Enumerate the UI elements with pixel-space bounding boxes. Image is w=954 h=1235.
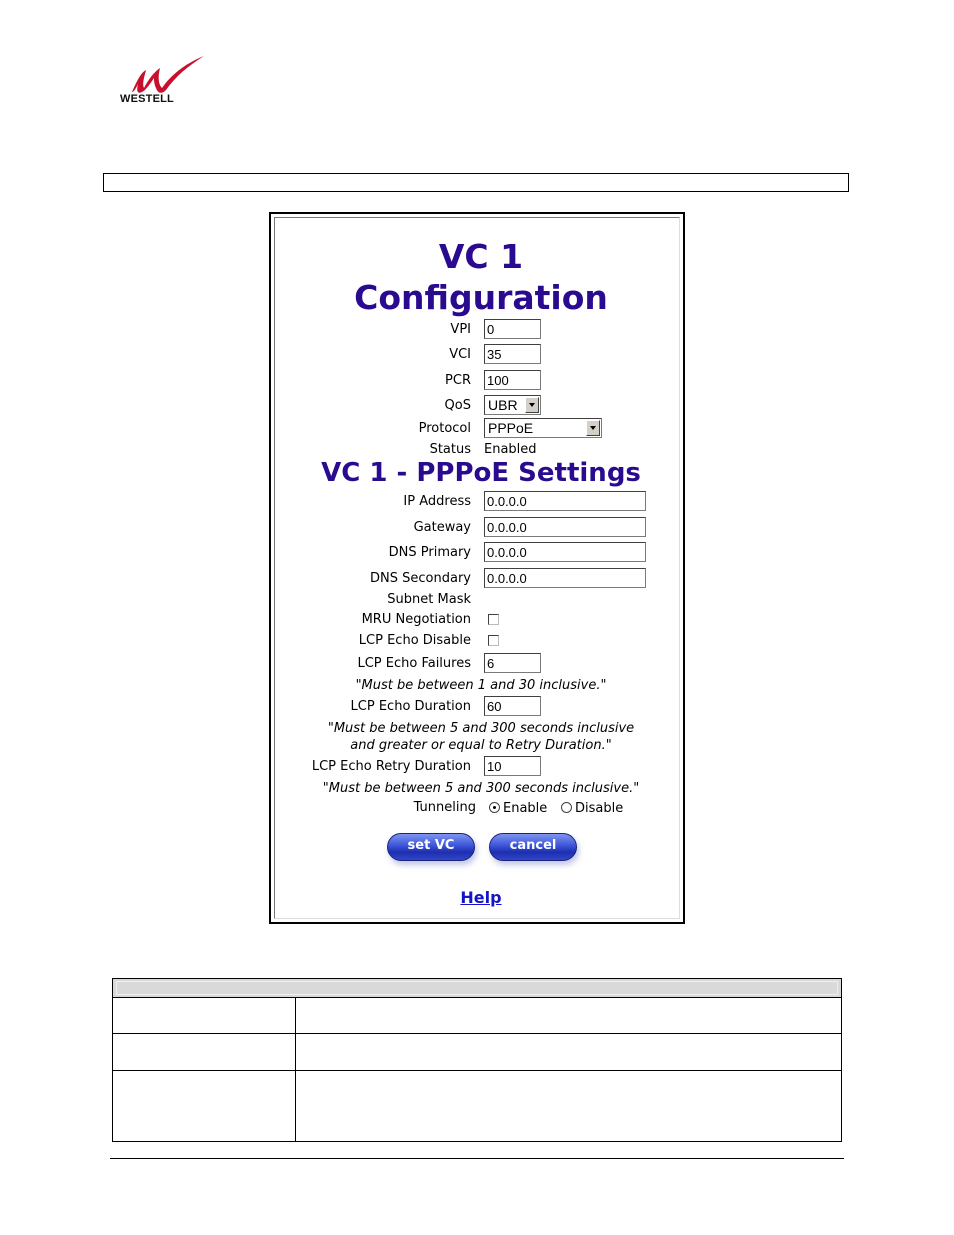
table-row-divider [113,1070,841,1071]
gateway-input[interactable] [484,517,646,537]
chevron-down-icon[interactable] [586,420,600,436]
lcp-echo-retry-duration-label: LCP Echo Retry Duration [311,759,471,774]
lcp-echo-duration-label: LCP Echo Duration [350,699,471,714]
protocol-select[interactable] [484,418,602,438]
westell-wordmark: WESTELL [120,93,174,105]
qos-selected-value: UBR [488,397,518,413]
tunneling-enable-label: Enable [503,801,548,816]
protocol-label: Protocol [418,421,471,436]
lcp-echo-disable-label: LCP Echo Disable [358,633,471,648]
qos-label: QoS [444,398,471,413]
lcp-echo-retry-duration-input[interactable] [484,756,541,776]
pcr-input[interactable] [484,370,541,390]
tunneling-enable-radio[interactable] [489,802,500,813]
subnet-mask-label: Subnet Mask [387,592,471,607]
lcp-echo-retry-note: "Must be between 5 and 300 seconds inclusive." [322,781,640,796]
pcr-label: PCR [445,373,471,388]
lcp-echo-duration-input[interactable] [484,696,541,716]
set-vc-button[interactable]: set VC [387,833,475,861]
qos-select[interactable] [484,395,541,415]
vci-input[interactable] [484,344,541,364]
lcp-echo-duration-note-1: "Must be between 5 and 300 seconds inclusive [327,721,635,736]
pppoe-settings-title: VC 1 - PPPoE Settings [321,458,641,488]
dns-secondary-input[interactable] [484,568,646,588]
chevron-down-icon[interactable] [525,397,539,413]
protocol-selected-value: PPPoE [488,420,534,436]
tunneling-disable-radio[interactable] [561,802,572,813]
mru-negotiation-label: MRU Negotiation [361,612,471,627]
footer-divider [110,1158,844,1159]
dns-secondary-label: DNS Secondary [370,571,471,586]
page-title-line1: VC 1 [438,237,524,276]
tunneling-disable-label: Disable [575,801,624,816]
ip-address-input[interactable] [484,491,646,511]
gateway-label: Gateway [413,520,471,535]
status-label: Status [429,442,471,457]
table-row-divider [113,1033,841,1034]
lcp-echo-failures-input[interactable] [484,653,541,673]
table-header [113,979,841,998]
status-value: Enabled [484,442,537,457]
vci-label: VCI [449,347,471,362]
mru-negotiation-checkbox[interactable] [488,614,499,625]
dns-primary-label: DNS Primary [388,545,471,560]
lcp-echo-failures-label: LCP Echo Failures [357,656,471,671]
lcp-echo-duration-note-2: and greater or equal to Retry Duration." [350,738,612,753]
settings-table [112,978,842,1142]
table-column-divider [295,997,296,1141]
dns-primary-input[interactable] [484,542,646,562]
tunneling-label: Tunneling [413,800,476,815]
lcp-echo-disable-checkbox[interactable] [488,635,499,646]
page-title-line2: Configuration [354,278,608,317]
vc-config-screenshot [269,212,685,924]
cancel-button[interactable]: cancel [489,833,577,861]
vpi-input[interactable] [484,319,541,339]
help-link[interactable]: Help [460,888,502,907]
lcp-echo-failures-note: "Must be between 1 and 30 inclusive." [355,678,607,693]
header-box [103,173,849,192]
vpi-label: VPI [450,322,471,337]
ip-address-label: IP Address [403,494,471,509]
